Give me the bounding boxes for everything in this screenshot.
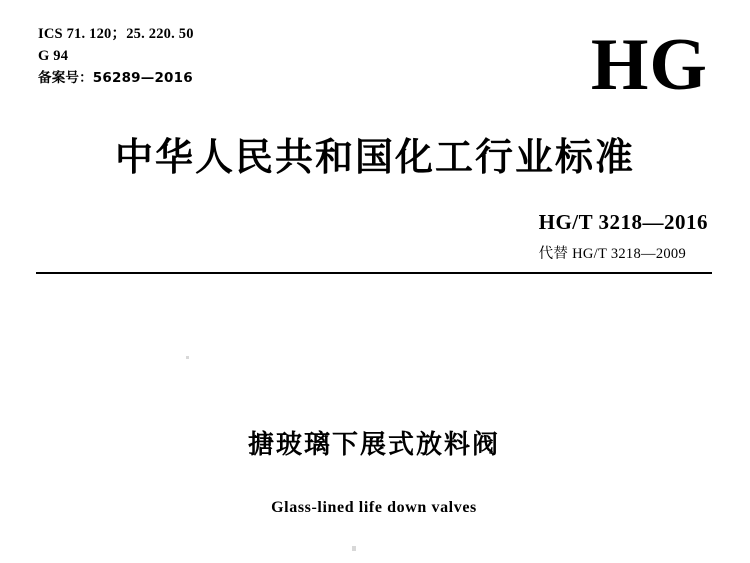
subject-title-chinese: 搪玻璃下展式放料阀 — [247, 430, 500, 460]
ics-code: ICS 71. 120；25. 220. 50 — [38, 26, 194, 42]
standard-number-block — [539, 210, 708, 263]
horizontal-divider — [36, 272, 712, 274]
classification-block — [38, 24, 194, 88]
scan-speck — [352, 546, 356, 551]
replaced-standard: 代替 HG/T 3218—2009 — [538, 246, 687, 262]
standard-number: HG/T 3218—2016 — [538, 210, 708, 234]
scan-speck — [186, 356, 189, 359]
ccs-code: G 94 — [38, 47, 69, 64]
record-number: 备案号：56289—2016 — [38, 69, 193, 86]
page-title: 中华人民共和国化工行业标准 — [114, 135, 635, 179]
hg-logo-text: HG — [590, 24, 708, 106]
subject-title-english: Glass-lined life down valves — [271, 499, 477, 516]
